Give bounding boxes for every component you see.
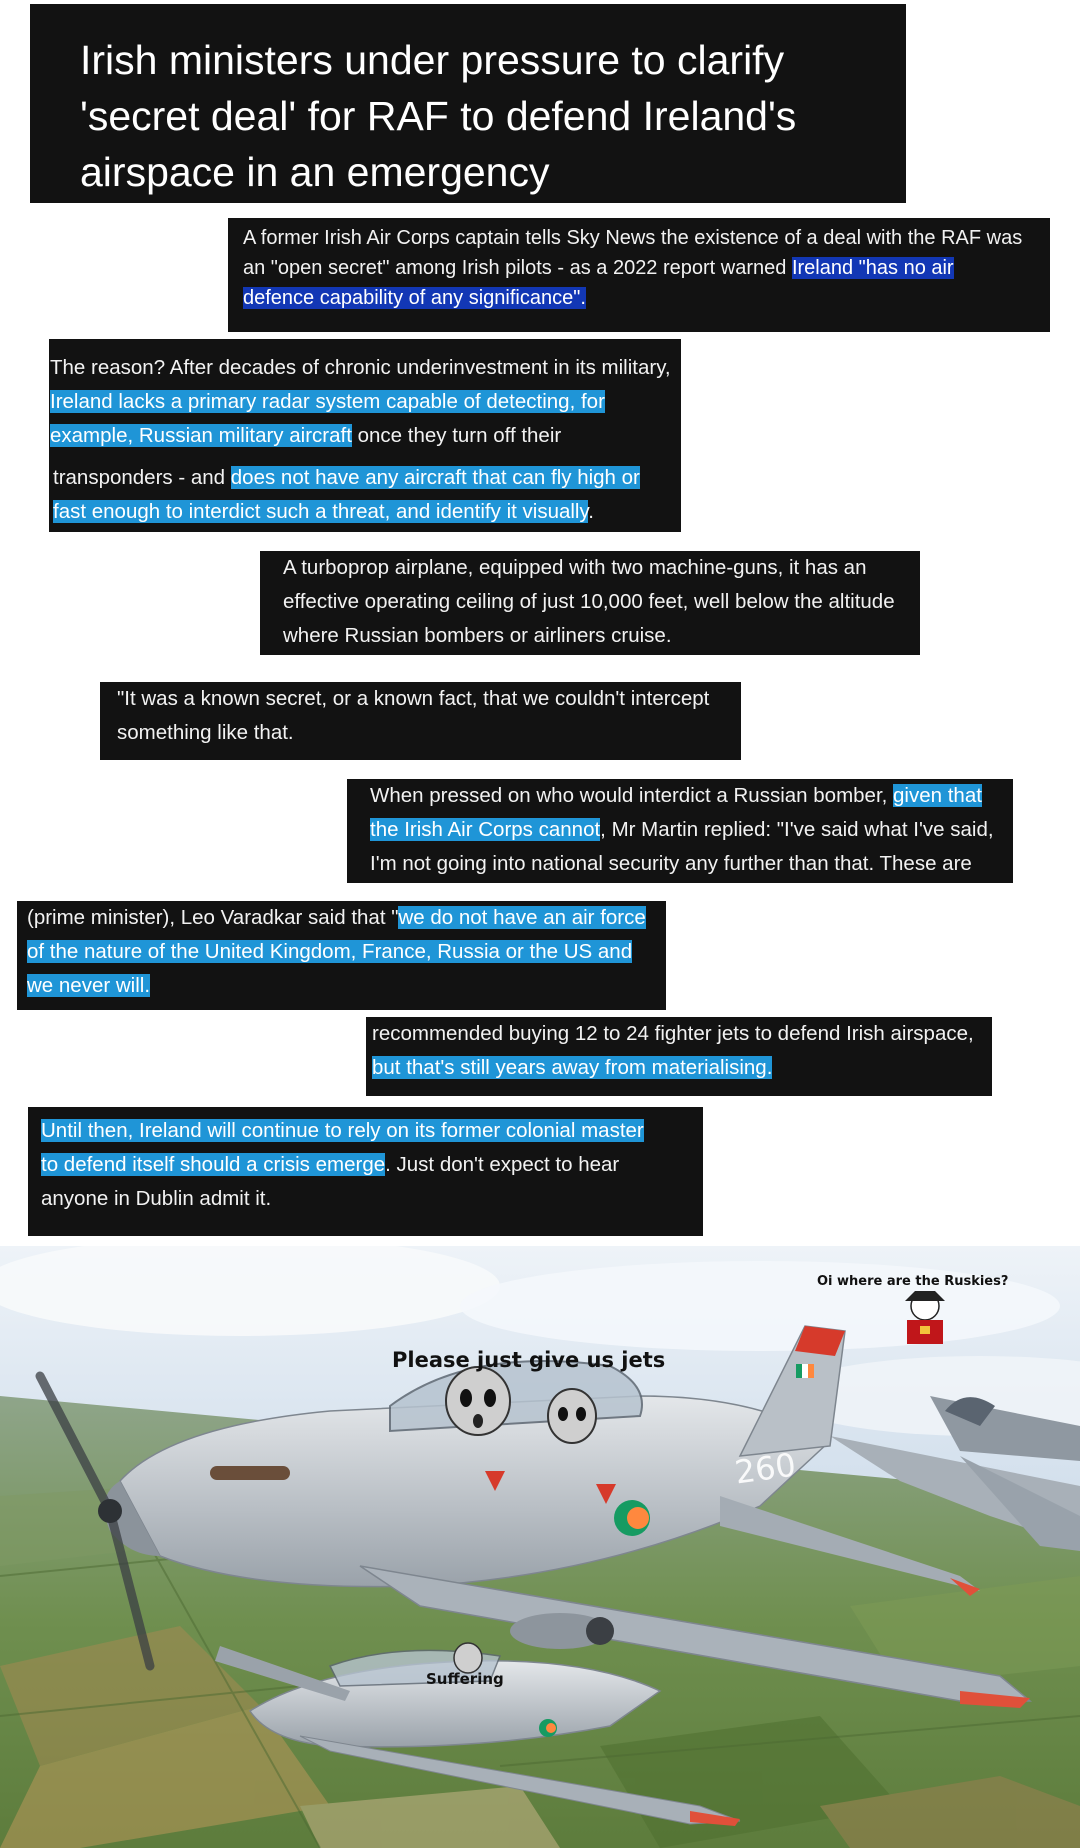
highlighted-text: to defend itself should a crisis emerge — [41, 1153, 386, 1176]
headline-line-2: 'secret deal' for RAF to defend Ireland's — [80, 93, 797, 139]
excerpt-line: A turboprop airplane, equipped with two machine-guns, it has an — [283, 556, 867, 579]
highlighted-text: does not have any aircraft that can fly high or — [230, 466, 640, 489]
excerpt-line: effective operating ceiling of just 10,000 feet, well below the altitude — [283, 590, 895, 613]
highlighted-text: we never will. — [27, 974, 151, 997]
highlighted-text: Ireland "has no air — [791, 257, 954, 279]
excerpt-line — [41, 1148, 703, 1182]
excerpt-line — [50, 461, 681, 495]
highlighted-text: . — [580, 287, 586, 309]
excerpt-line — [372, 1051, 992, 1085]
excerpt-line — [243, 253, 1050, 283]
excerpt-line — [50, 385, 681, 419]
excerpt-varadkar — [17, 901, 666, 1010]
headline-line-1: Irish ministers under pressure to clarify — [80, 37, 785, 83]
caption-where-are-ruskies: Oi where are the Ruskies? — [817, 1274, 1009, 1289]
plain-text: When pressed on who would interdict a Russian bomber, — [370, 784, 894, 807]
excerpt-line: something like that. — [117, 721, 294, 744]
highlighted-text: example, Russian military aircraft — [50, 424, 352, 447]
highlighted-text: given that — [893, 784, 982, 807]
headline-panel — [30, 4, 906, 203]
plain-text: once they turn off their — [351, 424, 562, 447]
excerpt-line: A former Irish Air Corps captain tells Sky News the existence of a deal with the RAF was — [243, 227, 1023, 249]
excerpt-line: recommended buying 12 to 24 fighter jets to defend Irish airspace, — [372, 1022, 974, 1045]
highlighted-text: Ireland lacks a primary radar system capable of detecting, for — [50, 390, 605, 413]
excerpt-known-secret — [100, 682, 741, 760]
excerpt-line: anyone in Dublin admit it. — [41, 1187, 272, 1210]
excerpt-line: where Russian bombers or airliners cruise. — [283, 624, 672, 647]
caption-give-us-jets: Please just give us jets — [392, 1348, 666, 1372]
highlighted-text: but that's still years away from materialising. — [372, 1056, 773, 1079]
excerpt-line — [27, 969, 666, 1003]
excerpt-fighter-jets — [366, 1017, 992, 1096]
plain-text: . Just don't expect to hear — [385, 1153, 620, 1176]
excerpt-line — [50, 419, 681, 453]
excerpt-line — [243, 283, 1050, 313]
excerpt-line — [27, 935, 666, 969]
plain-text: transponders - and — [53, 466, 231, 489]
excerpt-line — [370, 813, 1013, 847]
excerpt-line — [27, 901, 666, 935]
aircraft-scene — [0, 1246, 1080, 1848]
highlighted-text: of the nature of the United Kingdom, France, Russia or the US and — [27, 940, 633, 963]
caption-suffering: Suffering — [426, 1670, 504, 1688]
tail-number: 260 — [732, 1445, 799, 1492]
excerpt-line: The reason? After decades of chronic underinvestment in its military, — [50, 356, 671, 379]
highlighted-text: fast enough to interdict such a threat, and identify it visually — [53, 500, 589, 523]
excerpt-radar — [49, 339, 681, 532]
highlighted-text: the Irish Air Corps cannot — [370, 818, 601, 841]
plain-text: an "open secret" among Irish pilots - as a 2022 report warned — [243, 257, 792, 279]
excerpt-line — [370, 779, 1013, 813]
plain-text: (prime minister), Leo Varadkar said that " — [27, 906, 399, 929]
highlighted-text: defence capability of any significance" — [243, 287, 581, 309]
excerpt-open-secret — [228, 218, 1050, 332]
plain-text: , Mr Martin replied: "I've said what I've said, — [600, 818, 994, 841]
excerpt-line: I'm not going into national security any further than that. These are — [370, 852, 972, 875]
excerpt-line — [50, 495, 681, 529]
aircraft-photo — [0, 1246, 1080, 1848]
excerpt-line — [41, 1114, 703, 1148]
excerpt-martin-reply — [347, 779, 1013, 883]
highlighted-text: we do not have an air force — [398, 906, 646, 929]
plain-text: . — [588, 500, 594, 523]
headline-line-3: airspace in an emergency — [80, 149, 550, 195]
excerpt-turboprop — [260, 551, 920, 655]
excerpt-colonial-master — [28, 1107, 703, 1236]
highlighted-text: Until then, Ireland will continue to rely on its former colonial master — [41, 1119, 644, 1142]
excerpt-line: "It was a known secret, or a known fact, that we couldn't intercept — [117, 687, 710, 710]
